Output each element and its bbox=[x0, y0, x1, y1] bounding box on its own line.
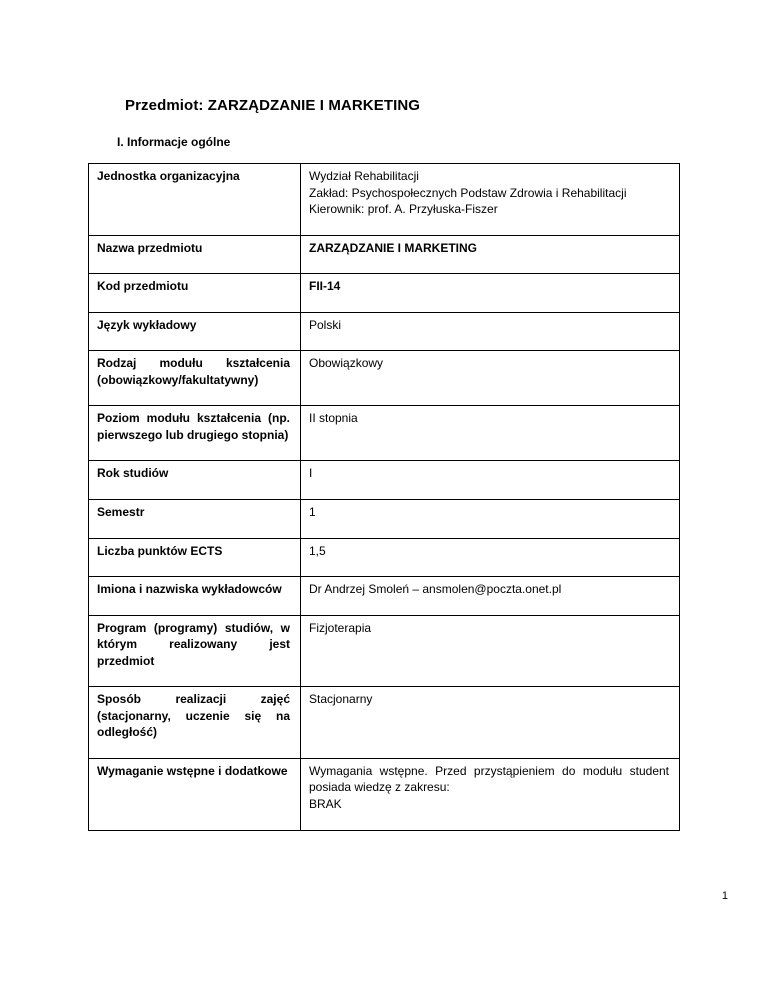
section-heading: I. Informacje ogólne bbox=[117, 135, 231, 149]
row-label-cell bbox=[89, 274, 301, 313]
value-line: Kierownik: prof. A. Przyłuska-Fiszer bbox=[309, 202, 498, 217]
row-value-cell bbox=[301, 312, 680, 351]
row-value-cell bbox=[301, 538, 680, 577]
value-line: Fizjoterapia bbox=[309, 620, 372, 635]
row-value-cell bbox=[301, 500, 680, 539]
value-line: 1,5 bbox=[309, 543, 326, 558]
row-value-cell bbox=[301, 615, 680, 687]
value-line: FII-14 bbox=[309, 279, 341, 294]
row-label: Imiona i nazwiska wykładowców bbox=[97, 582, 282, 597]
value-line: Zakład: Psychospołecznych Podstaw Zdrowia i Rehabilitacji bbox=[309, 185, 627, 200]
info-table-body bbox=[89, 164, 680, 831]
row-label: Semestr bbox=[97, 505, 145, 520]
row-value-cell bbox=[301, 274, 680, 313]
table-row bbox=[89, 500, 680, 539]
value-line: Obowiązkowy bbox=[309, 356, 384, 371]
row-label: Rok studiów bbox=[97, 466, 169, 481]
value-line: BRAK bbox=[309, 797, 342, 812]
row-value-cell bbox=[301, 406, 680, 461]
row-value-cell bbox=[301, 351, 680, 406]
row-label-cell bbox=[89, 461, 301, 500]
row-label: Kod przedmiotu bbox=[97, 279, 189, 294]
row-label: Jednostka organizacyjna bbox=[97, 169, 240, 183]
row-label: Język wykładowy bbox=[97, 317, 197, 332]
row-label-cell bbox=[89, 406, 301, 461]
value-line: Stacjonarny bbox=[309, 692, 373, 707]
page-title: Przedmiot: ZARZĄDZANIE I MARKETING bbox=[125, 97, 421, 114]
row-label-cell bbox=[89, 615, 301, 687]
row-label-cell bbox=[89, 758, 301, 830]
row-value-cell bbox=[301, 461, 680, 500]
row-value-cell bbox=[301, 687, 680, 759]
row-label: Rodzaj modułu kształcenia (obowiązkowy/fakultatywny) bbox=[97, 356, 290, 387]
table-row bbox=[89, 164, 680, 236]
row-value-cell bbox=[301, 235, 680, 274]
table-row bbox=[89, 577, 680, 616]
page-number: 1 bbox=[721, 890, 728, 902]
row-value-cell bbox=[301, 164, 680, 236]
row-value-cell bbox=[301, 758, 680, 830]
value-line: I bbox=[309, 466, 313, 481]
table-row bbox=[89, 461, 680, 500]
row-label: Liczba punktów ECTS bbox=[97, 543, 223, 558]
table-row bbox=[89, 406, 680, 461]
table-row bbox=[89, 351, 680, 406]
row-value-cell bbox=[301, 577, 680, 616]
value-line: ZARZĄDZANIE I MARKETING bbox=[309, 240, 477, 255]
table-row bbox=[89, 758, 680, 830]
row-label-cell bbox=[89, 577, 301, 616]
value-line: 1 bbox=[309, 505, 316, 520]
row-label-cell bbox=[89, 312, 301, 351]
row-label: Nazwa przedmiotu bbox=[97, 240, 203, 255]
row-label-cell bbox=[89, 235, 301, 274]
table-row bbox=[89, 615, 680, 687]
table-row bbox=[89, 312, 680, 351]
row-label-cell bbox=[89, 351, 301, 406]
row-label: Wymaganie wstępne i dodatkowe bbox=[97, 763, 288, 778]
table-row bbox=[89, 538, 680, 577]
row-label: Program (programy) studiów, w którym realizowany jest przedmiot bbox=[97, 620, 290, 668]
table-row bbox=[89, 687, 680, 759]
value-line: II stopnia bbox=[309, 411, 358, 426]
row-label: Poziom modułu kształcenia (np. pierwszego lub drugiego stopnia) bbox=[97, 411, 290, 442]
row-label: Sposób realizacji zajęć (stacjonarny, uczenie się na odległość) bbox=[97, 692, 290, 740]
value-line: Wymagania wstępne. Przed przystąpieniem do modułu student posiada wiedzę z zakresu: bbox=[309, 763, 669, 795]
row-label-cell bbox=[89, 500, 301, 539]
info-table bbox=[88, 163, 680, 831]
table-row bbox=[89, 274, 680, 313]
row-label-cell bbox=[89, 538, 301, 577]
row-label-cell bbox=[89, 687, 301, 759]
value-line: Polski bbox=[309, 317, 342, 332]
value-line: Dr Andrzej Smoleń – ansmolen@poczta.onet.pl bbox=[309, 582, 562, 597]
value-line: Wydział Rehabilitacji bbox=[309, 169, 419, 183]
row-label-cell bbox=[89, 164, 301, 236]
table-row bbox=[89, 235, 680, 274]
